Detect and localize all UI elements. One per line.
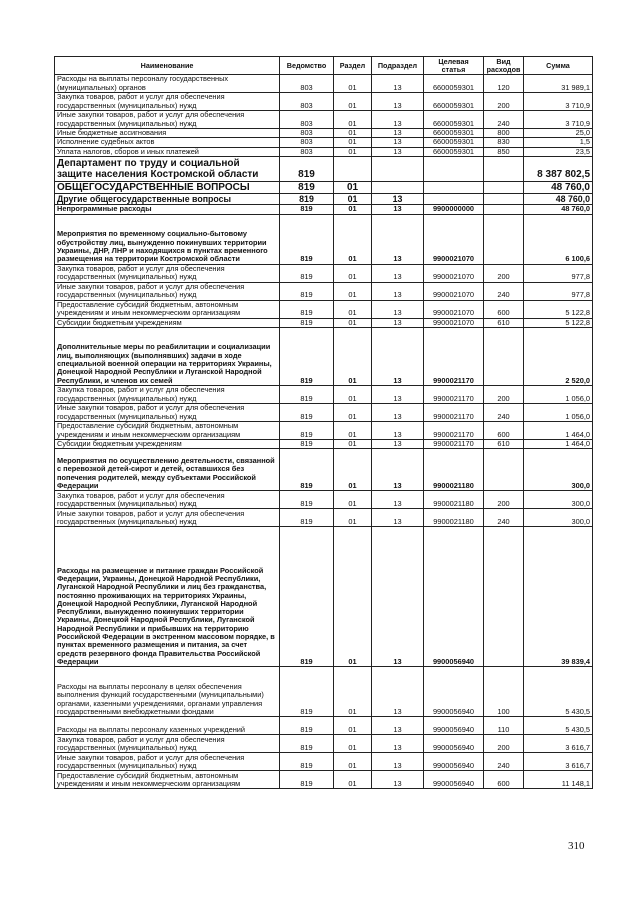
cell-razdel: 01 [334, 205, 372, 214]
cell-razdel: 01 [334, 667, 372, 717]
cell-razdel: 01 [334, 181, 372, 193]
cell-name: ОБЩЕГОСУДАРСТВЕННЫЕ ВОПРОСЫ [55, 181, 280, 193]
cell-vedomstvo: 819 [280, 491, 334, 509]
header-celevaya-statya: Целевая статья [424, 57, 484, 75]
table-row [55, 129, 593, 138]
cell-summa: 3 616,7 [524, 753, 593, 771]
cell-vedomstvo: 803 [280, 75, 334, 93]
cell-celevaya-statya: 9900056940 [424, 717, 484, 735]
cell-vedomstvo: 819 [280, 667, 334, 717]
cell-name: Исполнение судебных актов [55, 138, 280, 147]
cell-podrazdel: 13 [372, 753, 424, 771]
cell-celevaya-statya: 9900021070 [424, 214, 484, 264]
cell-razdel: 01 [334, 527, 372, 667]
cell-celevaya-statya: 6600059301 [424, 147, 484, 156]
table-row [55, 753, 593, 771]
table-row [55, 282, 593, 300]
cell-podrazdel [372, 181, 424, 193]
cell-celevaya-statya: 6600059301 [424, 111, 484, 129]
cell-vid-rashodov: 240 [484, 282, 524, 300]
cell-celevaya-statya: 9900056940 [424, 771, 484, 789]
cell-razdel: 01 [334, 282, 372, 300]
cell-vedomstvo: 803 [280, 129, 334, 138]
cell-vedomstvo: 819 [280, 282, 334, 300]
cell-podrazdel: 13 [372, 771, 424, 789]
cell-name: Мероприятия по осуществлению деятельности, связанной с перевозкой детей-сирот и детей, оставшихся без попечения родителей, между субъектами Российской Федерации [55, 449, 280, 491]
cell-podrazdel: 13 [372, 318, 424, 327]
cell-celevaya-statya: 9900021170 [424, 327, 484, 385]
cell-vid-rashodov: 240 [484, 753, 524, 771]
cell-razdel: 01 [334, 327, 372, 385]
cell-podrazdel: 13 [372, 667, 424, 717]
cell-summa: 48 760,0 [524, 194, 593, 205]
cell-celevaya-statya [424, 156, 484, 181]
cell-podrazdel: 13 [372, 385, 424, 403]
table-row [55, 421, 593, 439]
cell-podrazdel: 13 [372, 282, 424, 300]
cell-celevaya-statya [424, 194, 484, 205]
table-row [55, 449, 593, 491]
cell-summa: 1 464,0 [524, 421, 593, 439]
cell-vedomstvo: 819 [280, 509, 334, 527]
table-header-row [55, 57, 593, 75]
cell-celevaya-statya: 9900021170 [424, 439, 484, 448]
cell-podrazdel: 13 [372, 491, 424, 509]
cell-celevaya-statya: 9900021170 [424, 421, 484, 439]
table-row [55, 194, 593, 205]
cell-summa: 23,5 [524, 147, 593, 156]
cell-vid-rashodov: 850 [484, 147, 524, 156]
cell-vedomstvo: 819 [280, 181, 334, 193]
cell-vid-rashodov: 240 [484, 403, 524, 421]
cell-name: Расходы на размещение и питание граждан Российской Федерации, Украины, Донецкой Народной Республики, Луганской Народной Республики и лиц без гражданства, постоянно проживающих на территориях Украины, Донецкой Народной Республики, Луганской Народной Республики, вынужденно покинувших территории Украины, Донецкой Народной Республики, Луганской Народной Республики и прибывших на территорию Российской Федерации в экстренном массовом порядке, в пунктах временного размещения и питания, за счет средств резервного фонда Правительства Российской Федерации [55, 527, 280, 667]
cell-vedomstvo: 819 [280, 214, 334, 264]
cell-name: Уплата налогов, сборов и иных платежей [55, 147, 280, 156]
cell-name: Дополнительные меры по реабилитации и социализации лиц, выполняющих (выполнявших) задачи в ходе специальной военной операции на территориях Украины, Донецкой Народной Республики и Луганской Народной Республики, и членов их семей [55, 327, 280, 385]
cell-name: Закупка товаров, работ и услуг для обеспечения государственных (муниципальных) нужд [55, 264, 280, 282]
cell-podrazdel: 13 [372, 111, 424, 129]
cell-name: Закупка товаров, работ и услуг для обеспечения государственных (муниципальных) нужд [55, 93, 280, 111]
cell-summa: 300,0 [524, 509, 593, 527]
table-row [55, 735, 593, 753]
table-row [55, 667, 593, 717]
cell-celevaya-statya: 9900021180 [424, 491, 484, 509]
cell-vid-rashodov: 240 [484, 509, 524, 527]
cell-celevaya-statya: 9900021180 [424, 509, 484, 527]
cell-vid-rashodov: 200 [484, 264, 524, 282]
cell-vedomstvo: 819 [280, 385, 334, 403]
table-row [55, 491, 593, 509]
cell-vedomstvo: 819 [280, 735, 334, 753]
cell-celevaya-statya: 9900056940 [424, 735, 484, 753]
cell-summa: 977,8 [524, 264, 593, 282]
cell-celevaya-statya: 6600059301 [424, 129, 484, 138]
table-row [55, 527, 593, 667]
cell-celevaya-statya: 9900056940 [424, 753, 484, 771]
cell-vid-rashodov: 830 [484, 138, 524, 147]
cell-name: Субсидии бюджетным учреждениям [55, 439, 280, 448]
header-razdel: Раздел [334, 57, 372, 75]
cell-razdel: 01 [334, 147, 372, 156]
cell-vid-rashodov [484, 527, 524, 667]
cell-razdel: 01 [334, 771, 372, 789]
cell-razdel: 01 [334, 111, 372, 129]
cell-name: Закупка товаров, работ и услуг для обеспечения государственных (муниципальных) нужд [55, 491, 280, 509]
cell-vid-rashodov: 200 [484, 385, 524, 403]
cell-summa: 1,5 [524, 138, 593, 147]
cell-summa: 1 464,0 [524, 439, 593, 448]
cell-vedomstvo: 819 [280, 449, 334, 491]
page-number: 310 [568, 840, 585, 852]
cell-summa: 300,0 [524, 449, 593, 491]
cell-celevaya-statya: 6600059301 [424, 93, 484, 111]
cell-razdel: 01 [334, 509, 372, 527]
cell-podrazdel: 13 [372, 735, 424, 753]
cell-name: Предоставление субсидий бюджетным, автономным учреждениям и иным некоммерческим организациям [55, 771, 280, 789]
table-row [55, 327, 593, 385]
cell-vedomstvo: 819 [280, 156, 334, 181]
table-row [55, 385, 593, 403]
cell-summa: 1 056,0 [524, 385, 593, 403]
cell-celevaya-statya: 9900056940 [424, 527, 484, 667]
cell-razdel: 01 [334, 421, 372, 439]
cell-vid-rashodov: 120 [484, 75, 524, 93]
cell-razdel: 01 [334, 717, 372, 735]
cell-vid-rashodov: 600 [484, 771, 524, 789]
cell-celevaya-statya: 9900021170 [424, 403, 484, 421]
cell-celevaya-statya [424, 181, 484, 193]
cell-podrazdel: 13 [372, 75, 424, 93]
cell-podrazdel: 13 [372, 205, 424, 214]
cell-name: Непрограммные расходы [55, 205, 280, 214]
table-row [55, 75, 593, 93]
cell-vid-rashodov: 200 [484, 93, 524, 111]
cell-vedomstvo: 803 [280, 93, 334, 111]
cell-razdel: 01 [334, 129, 372, 138]
table-row [55, 147, 593, 156]
cell-podrazdel: 13 [372, 421, 424, 439]
cell-vedomstvo: 803 [280, 147, 334, 156]
cell-vid-rashodov: 800 [484, 129, 524, 138]
cell-summa: 1 056,0 [524, 403, 593, 421]
cell-celevaya-statya: 9900021070 [424, 300, 484, 318]
cell-summa: 2 520,0 [524, 327, 593, 385]
cell-name: Иные закупки товаров, работ и услуг для обеспечения государственных (муниципальных) нужд [55, 753, 280, 771]
cell-podrazdel: 13 [372, 138, 424, 147]
table-row [55, 214, 593, 264]
cell-razdel: 01 [334, 93, 372, 111]
table-row [55, 318, 593, 327]
cell-razdel: 01 [334, 449, 372, 491]
cell-vedomstvo: 819 [280, 717, 334, 735]
table-row [55, 717, 593, 735]
cell-podrazdel: 13 [372, 403, 424, 421]
header-vid-rashodov: Вид расходов [484, 57, 524, 75]
cell-podrazdel: 13 [372, 264, 424, 282]
cell-summa: 39 839,4 [524, 527, 593, 667]
cell-summa: 300,0 [524, 491, 593, 509]
cell-vedomstvo: 819 [280, 194, 334, 205]
cell-name: Департамент по труду и социальной защите населения Костромской области [55, 156, 280, 181]
cell-razdel: 01 [334, 403, 372, 421]
cell-name: Предоставление субсидий бюджетным, автономным учреждениям и иным некоммерческим организациям [55, 300, 280, 318]
cell-name: Закупка товаров, работ и услуг для обеспечения государственных (муниципальных) нужд [55, 735, 280, 753]
cell-celevaya-statya: 9900000000 [424, 205, 484, 214]
cell-summa: 25,0 [524, 129, 593, 138]
cell-summa: 48 760,0 [524, 181, 593, 193]
cell-podrazdel: 13 [372, 93, 424, 111]
cell-vid-rashodov: 600 [484, 300, 524, 318]
cell-vid-rashodov: 240 [484, 111, 524, 129]
cell-razdel: 01 [334, 75, 372, 93]
cell-name: Расходы на выплаты персоналу государственных (муниципальных) органов [55, 75, 280, 93]
cell-summa: 3 616,7 [524, 735, 593, 753]
table-row [55, 93, 593, 111]
cell-vedomstvo: 819 [280, 318, 334, 327]
cell-summa: 8 387 802,5 [524, 156, 593, 181]
cell-vedomstvo: 819 [280, 771, 334, 789]
cell-podrazdel: 13 [372, 439, 424, 448]
table-row [55, 156, 593, 181]
cell-celevaya-statya: 9900021170 [424, 385, 484, 403]
table-row [55, 264, 593, 282]
cell-summa: 5 430,5 [524, 717, 593, 735]
cell-celevaya-statya: 9900021180 [424, 449, 484, 491]
cell-vid-rashodov: 200 [484, 491, 524, 509]
table-row [55, 205, 593, 214]
cell-razdel [334, 156, 372, 181]
cell-vedomstvo: 819 [280, 527, 334, 667]
cell-summa: 31 989,1 [524, 75, 593, 93]
cell-razdel: 01 [334, 194, 372, 205]
cell-name: Мероприятия по временному социально-бытовому обустройству лиц, вынужденно покинувших территории Украины, ДНР, ЛНР и находящихся в пунктах временного размещения на территории Костромской области [55, 214, 280, 264]
cell-summa: 5 122,8 [524, 300, 593, 318]
cell-razdel: 01 [334, 753, 372, 771]
cell-summa: 977,8 [524, 282, 593, 300]
table-row [55, 403, 593, 421]
cell-vid-rashodov: 600 [484, 421, 524, 439]
cell-razdel: 01 [334, 300, 372, 318]
cell-vid-rashodov: 110 [484, 717, 524, 735]
cell-summa: 6 100,6 [524, 214, 593, 264]
table-row [55, 181, 593, 193]
document-page [54, 56, 592, 789]
cell-razdel: 01 [334, 138, 372, 147]
table-row [55, 509, 593, 527]
cell-name: Закупка товаров, работ и услуг для обеспечения государственных (муниципальных) нужд [55, 385, 280, 403]
cell-summa: 11 148,1 [524, 771, 593, 789]
cell-razdel: 01 [334, 491, 372, 509]
cell-vid-rashodov [484, 205, 524, 214]
cell-podrazdel: 13 [372, 194, 424, 205]
cell-vedomstvo: 819 [280, 205, 334, 214]
header-name: Наименование [55, 57, 280, 75]
cell-podrazdel: 13 [372, 214, 424, 264]
cell-celevaya-statya: 6600059301 [424, 138, 484, 147]
cell-vedomstvo: 819 [280, 300, 334, 318]
cell-razdel: 01 [334, 385, 372, 403]
cell-podrazdel [372, 156, 424, 181]
cell-vid-rashodov: 100 [484, 667, 524, 717]
header-summa: Сумма [524, 57, 593, 75]
cell-podrazdel: 13 [372, 509, 424, 527]
cell-vedomstvo: 819 [280, 421, 334, 439]
table-row [55, 300, 593, 318]
cell-vid-rashodov [484, 214, 524, 264]
cell-summa: 3 710,9 [524, 111, 593, 129]
cell-podrazdel: 13 [372, 527, 424, 667]
cell-razdel: 01 [334, 318, 372, 327]
budget-table [54, 56, 593, 789]
cell-razdel: 01 [334, 439, 372, 448]
cell-vid-rashodov: 610 [484, 318, 524, 327]
cell-vedomstvo: 819 [280, 403, 334, 421]
cell-vid-rashodov [484, 327, 524, 385]
cell-vid-rashodov: 610 [484, 439, 524, 448]
cell-name: Другие общегосударственные вопросы [55, 194, 280, 205]
cell-name: Расходы на выплаты персоналу в целях обеспечения выполнения функций государственными (муниципальными) органами, казенными учреждениями, органами управления государственными внебюджетными фондами [55, 667, 280, 717]
cell-name: Расходы на выплаты персоналу казенных учреждений [55, 717, 280, 735]
cell-podrazdel: 13 [372, 449, 424, 491]
cell-podrazdel: 13 [372, 327, 424, 385]
cell-celevaya-statya: 9900021070 [424, 282, 484, 300]
cell-vedomstvo: 819 [280, 264, 334, 282]
cell-name: Предоставление субсидий бюджетным, автономным учреждениям и иным некоммерческим организациям [55, 421, 280, 439]
table-row [55, 439, 593, 448]
cell-vid-rashodov [484, 449, 524, 491]
cell-podrazdel: 13 [372, 300, 424, 318]
cell-celevaya-statya: 9900021070 [424, 318, 484, 327]
header-podrazdel: Подраздел [372, 57, 424, 75]
cell-vedomstvo: 803 [280, 138, 334, 147]
cell-summa: 48 760,0 [524, 205, 593, 214]
cell-vedomstvo: 819 [280, 753, 334, 771]
cell-podrazdel: 13 [372, 147, 424, 156]
cell-razdel: 01 [334, 264, 372, 282]
cell-podrazdel: 13 [372, 129, 424, 138]
cell-vedomstvo: 819 [280, 439, 334, 448]
cell-celevaya-statya: 9900021070 [424, 264, 484, 282]
cell-razdel: 01 [334, 735, 372, 753]
cell-name: Иные бюджетные ассигнования [55, 129, 280, 138]
cell-summa: 5 430,5 [524, 667, 593, 717]
cell-podrazdel: 13 [372, 717, 424, 735]
cell-vedomstvo: 803 [280, 111, 334, 129]
cell-celevaya-statya: 9900056940 [424, 667, 484, 717]
cell-celevaya-statya: 6600059301 [424, 75, 484, 93]
cell-vid-rashodov [484, 156, 524, 181]
cell-name: Иные закупки товаров, работ и услуг для обеспечения государственных (муниципальных) нужд [55, 509, 280, 527]
cell-vedomstvo: 819 [280, 327, 334, 385]
cell-vid-rashodov [484, 181, 524, 193]
table-row [55, 111, 593, 129]
cell-summa: 3 710,9 [524, 93, 593, 111]
cell-summa: 5 122,8 [524, 318, 593, 327]
header-vedomstvo: Ведомство [280, 57, 334, 75]
table-row [55, 138, 593, 147]
cell-name: Иные закупки товаров, работ и услуг для обеспечения государственных (муниципальных) нужд [55, 282, 280, 300]
cell-vid-rashodov [484, 194, 524, 205]
cell-vid-rashodov: 200 [484, 735, 524, 753]
cell-name: Иные закупки товаров, работ и услуг для обеспечения государственных (муниципальных) нужд [55, 111, 280, 129]
cell-name: Иные закупки товаров, работ и услуг для обеспечения государственных (муниципальных) нужд [55, 403, 280, 421]
cell-name: Субсидии бюджетным учреждениям [55, 318, 280, 327]
cell-razdel: 01 [334, 214, 372, 264]
table-body [55, 75, 593, 789]
table-row [55, 771, 593, 789]
